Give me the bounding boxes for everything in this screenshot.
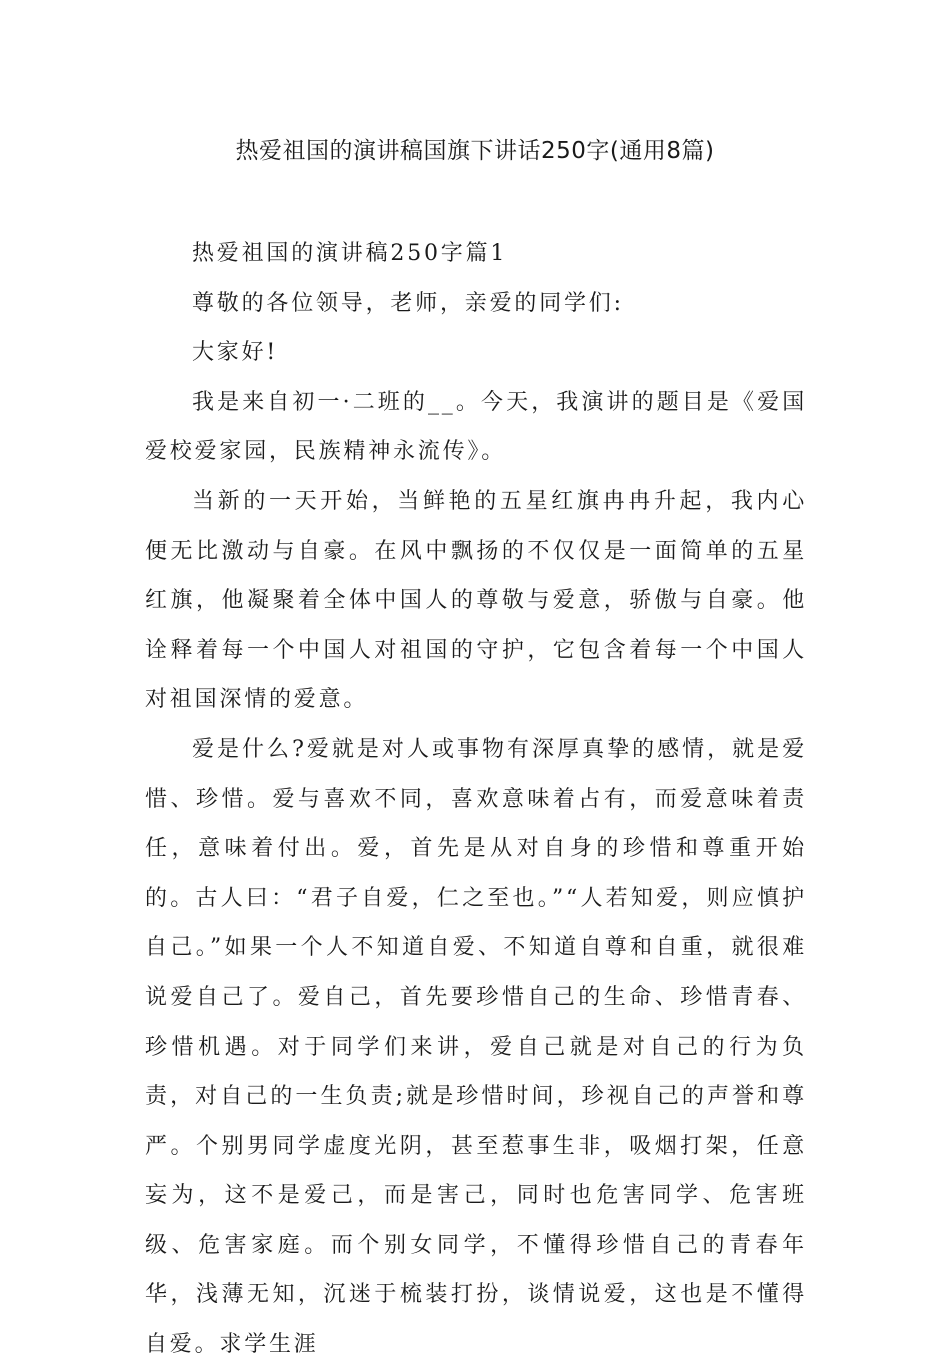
salutation-paragraph: 尊敬的各位领导，老师，亲爱的同学们: [192,290,624,316]
greeting-paragraph: 大家好! [192,340,279,366]
intro-paragraph: 我是来自初一·二班的__。今天，我演讲的题目是《爱国爱校爱家园，民族精神永流传》。 [145,389,807,465]
document-body [145,229,807,1370]
love-paragraph: 爱是什么?爱就是对人或事物有深厚真挚的感情，就是爱惜、珍惜。爱与喜欢不同，喜欢意味着占有，而爱意味着责任，意味着付出。爱，首先是从对自身的珍惜和尊重开始的。古人曰：“君子自爱，仁之至也。”“人若知爱，则应慎护自己。”如果一个人不知道自爱、不知道自尊和自重，就很难说爱自己了。爱自己，首先要珍惜自己的生命、珍惜青春、珍惜机遇。对于同学们来讲，爱自己就是对自己的行为负责，对自己的一生负责;就是珍惜时间，珍视自己的声誉和尊严。个别男同学虚度光阴，甚至惹事生非，吸烟打架，任意妄为，这不是爱己，而是害己，同时也危害同学、危害班级、危害家庭。而个别女同学，不懂得珍惜自己的青春年华，浅薄无知，沉迷于梳装打扮，谈情说爱，这也是不懂得自爱。求学生涯 [145,736,807,1358]
document-title: 热爱祖国的演讲稿国旗下讲话250字(通用8篇) [235,138,715,164]
flag-paragraph: 当新的一天开始，当鲜艳的五星红旗冉冉升起，我内心便无比激动与自豪。在风中飘扬的不仅仅是一面简单的五星红旗，他凝聚着全体中国人的尊敬与爱意，骄傲与自豪。他诠释着每一个中国人对祖国的守护，它包含着每一个中国人对祖国深情的爱意。 [145,488,807,713]
section-heading: 热爱祖国的演讲稿250字篇1 [192,241,508,266]
